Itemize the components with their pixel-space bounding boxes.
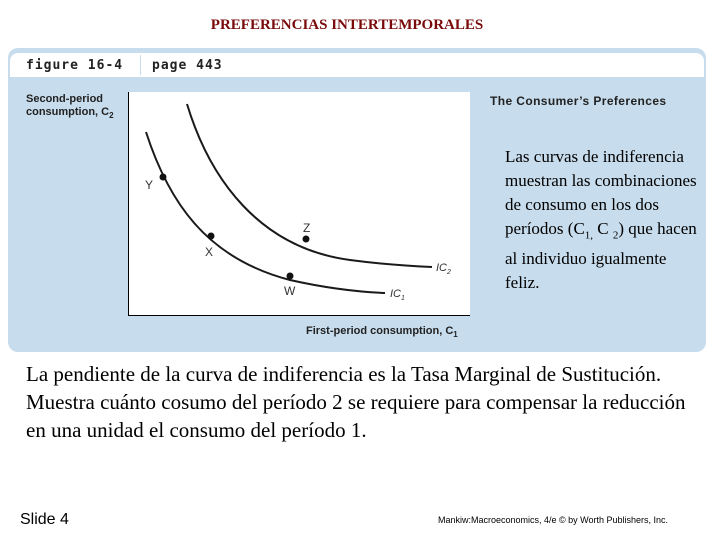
indifference-curve-ic2 — [187, 104, 432, 267]
figure-title: The Consumer’s Preferences — [490, 94, 667, 108]
figure-number: figure 16-4 — [26, 58, 124, 73]
credit-line: Mankiw:Macroeconomics, 4/e © by Worth Publishers, Inc. — [438, 515, 669, 525]
x-axis-label-text: First-period consumption, C — [306, 325, 454, 337]
indifference-curve-ic1 — [146, 132, 385, 293]
body-text: La pendiente de la curva de indiferencia es la Tasa Marginal de Sustitución. Muestra cuánto cosumo del período 2 se requiere para compensar la reducción en una unidad el consumo del período 1. — [26, 362, 686, 442]
point-y-label: Y — [145, 178, 154, 192]
caption-sub1: 1, — [584, 229, 594, 242]
y-axis-label-line2: consumption, C — [26, 106, 110, 118]
curve-ic2-label: $IC_2$ — [436, 262, 451, 276]
point-w — [287, 273, 294, 280]
curve-ic1-label: $IC_1$ — [390, 288, 405, 302]
slide-title: PREFERENCIAS INTERTEMPORALES — [210, 17, 484, 33]
slide-number: Slide 4 — [20, 511, 69, 528]
caption-part2: C — [593, 219, 613, 238]
caption-sub2: 2 — [612, 229, 619, 242]
point-w-label: W — [284, 284, 296, 298]
x-axis-label-sub: 1 — [453, 330, 458, 340]
point-z — [303, 236, 310, 243]
y-axis-label-sub: 2 — [109, 111, 114, 121]
point-y — [160, 174, 167, 181]
caption-part3: ) que hacen al individuo igualmente feliz. — [505, 219, 697, 293]
caption-part1: Las curvas de indiferencia muestran las combinaciones de consumo en los dos períodos (C — [505, 147, 697, 238]
figure-caption — [505, 145, 700, 295]
point-x-label: X — [205, 245, 214, 259]
point-z-label: Z — [303, 221, 311, 235]
point-x — [208, 233, 215, 240]
figure-page: page 443 — [152, 58, 223, 73]
y-axis-label-line1: Second-period — [26, 93, 104, 105]
